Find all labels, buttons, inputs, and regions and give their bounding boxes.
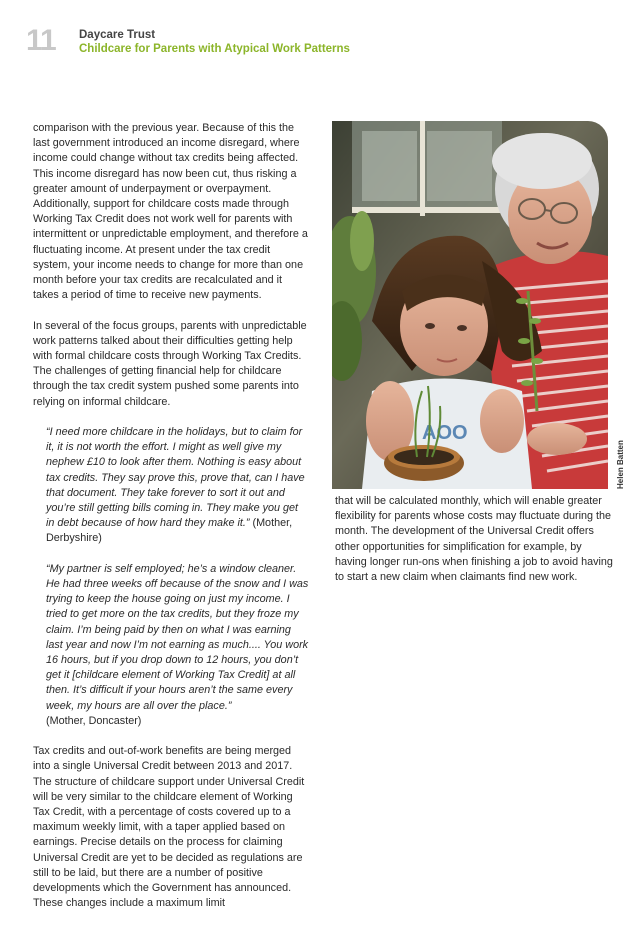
paragraph-focus-groups: In several of the focus groups, parents with unpredictable work patterns talked about their difficulties getting help with formal childcare costs through Working Tax Credits. The challenges of getting financial help for childcare through the tax credit system pushed some parents into relying on informal childcare.	[33, 319, 307, 408]
right-column	[335, 494, 613, 585]
quote-attribution: (Mother, Derbyshire)	[46, 517, 293, 545]
tshirt-print: AOO	[422, 422, 468, 444]
page-number: 11	[26, 24, 56, 57]
quote-attribution: (Mother, Doncaster)	[46, 714, 142, 727]
paragraph-monthly-calculation: that will be calculated monthly, which will enable greater flexibility for parents whose costs may fluctuate during the month. The development of the Universal Credit offers other opportunities for simplification for example, by having longer run-ons when finishing a job to avoid having to start a new claim when claimants find new work.	[335, 495, 613, 584]
report-title: Childcare for Parents with Atypical Work Patterns	[79, 43, 350, 55]
running-header	[79, 28, 350, 56]
photo-grandmother-and-child	[332, 121, 608, 489]
quote-text: “I need more childcare in the holidays, but to claim for it, it is not worth the effort. I might as well give my nephew £10 to look after them. Nothing is easy about tax credits. They say prove this, prove that, can I have that document. They take forever to sort it out and you’re still getting bills coming in. They make you get in debt because of how hard they make it.”	[46, 426, 305, 530]
photo-credit: Helen Batten	[616, 440, 625, 489]
quote-doncaster	[46, 562, 309, 729]
quote-derbyshire	[46, 425, 309, 547]
quote-text: “My partner is self employed; he’s a window cleaner. He had three weeks off because of the snow and I was trying to keep the house going on just my income. I tried to get more on the tax credits, but they froze my claim. I’m being paid by then on what I was earning last year and now I’m not earning as much.... You work 16 hours, but if you drop down to 12 hours, you don’t get it [childcare element of Working Tax Credit] at all then. It’s difficult if your hours aren’t the same every week, my hours are all over the place.”	[46, 562, 309, 712]
left-column	[33, 121, 309, 927]
org-name: Daycare Trust	[79, 29, 156, 41]
paragraph-income-disregard: comparison with the previous year. Because of this the last government introduced an income disregard, where income could change without tax credits being affected. This income disregard has now been cut, thus risking a greater amount of underpayment or overpayment. Additionally, support for childcare costs made through Working Tax Credit does not work well for parents with intermittent or unpredictable employment, and therefore a fluctuating income. At present under the tax credit system, your income needs to change for more than one month before your tax credits are recalculated and it takes a period of time to receive new payments.	[33, 122, 308, 302]
paragraph-universal-credit: Tax credits and out-of-work benefits are being merged into a single Universal Credit between 2013 and 2017. The structure of childcare support under Universal Credit will be very similar to the childcare element of Working Tax Credit, with a percentage of costs covered up to a maximum weekly limit, with a taper applied based on earnings. Precise details on the process for claiming Universal Credit are yet to be decided as regulations are still to be laid, but there are a number of positive developments which the Government has announced. These changes include a maximum limit	[33, 745, 305, 910]
photo-illustration	[332, 121, 608, 489]
